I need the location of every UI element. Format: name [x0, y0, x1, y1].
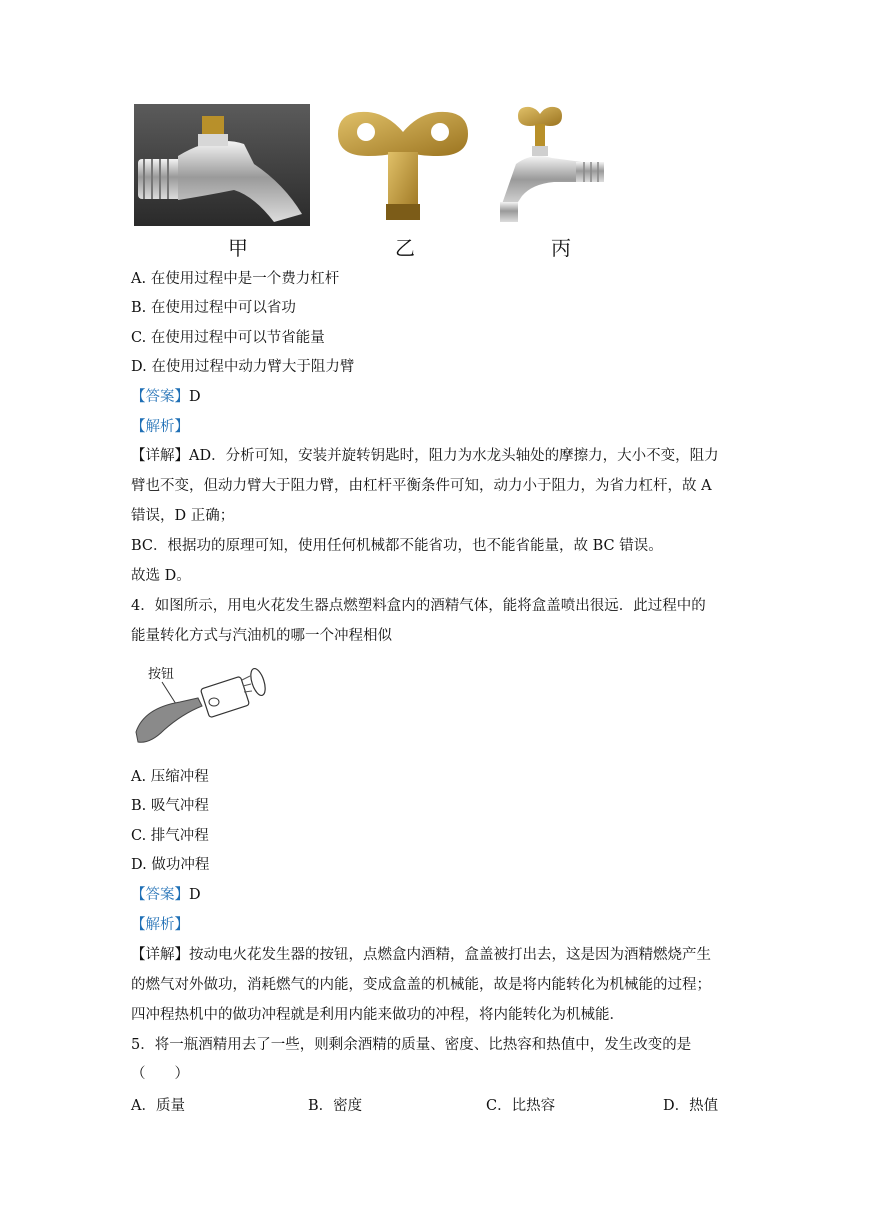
faucet-photo-image — [134, 104, 310, 226]
q5-stem-line: 5．将一瓶酒精用去了一些，则剩余酒精的质量、密度、比热容和热值中，发生改变的是 — [131, 1037, 692, 1053]
q4-detail-line: 的燃气对外做功，消耗燃气的内能，变成盒盖的机械能，故是将内能转化为机械能的过程； — [131, 977, 711, 993]
answer-value: D — [189, 887, 201, 903]
faucet-figure — [134, 104, 608, 260]
spark-generator-image — [130, 658, 272, 748]
q3-detail-line — [131, 446, 719, 466]
detail-text: AD．分析可知，安装并旋转钥匙时，阻力为水龙头轴处的摩擦力，大小不变，阻力 — [189, 448, 719, 464]
q5-option-d: D．热值 — [663, 1098, 719, 1114]
q4-option-a: A. 压缩冲程 — [131, 769, 209, 785]
q4-detail-line — [131, 945, 711, 965]
q3-detail-line: BC．根据功的原理可知，使用任何机械都不能省功，也不能省能量，故 BC 错误。 — [131, 538, 663, 554]
q5-option-a: A．质量 — [131, 1098, 185, 1114]
q4-detail-line: 四冲程热机中的做功冲程就是利用内能来做功的冲程，将内能转化为机械能． — [131, 1007, 624, 1023]
answer-tag: 【答案】 — [131, 389, 189, 405]
q4-option-d: D. 做功冲程 — [131, 857, 210, 873]
detail-text: 按动电火花发生器的按钮，点燃盒内酒精，盒盖被打出去，这是因为酒精燃烧产生 — [189, 947, 711, 963]
q4-stem-line: 4．如图所示，用电火花发生器点燃塑料盒内的酒精气体，能将盒盖喷出很远．此过程中的 — [131, 598, 706, 614]
q5-option-b: B．密度 — [308, 1098, 363, 1114]
q3-detail-line: 错误，D 正确； — [131, 508, 235, 524]
q3-detail-line: 臂也不变，但动力臂大于阻力臂，由杠杆平衡条件可知，动力小于阻力，为省力杠杆，故 A — [131, 478, 712, 494]
detail-tag: 【详解】 — [131, 448, 189, 464]
caption-jia: 甲 — [228, 236, 248, 260]
brass-key-image — [328, 104, 478, 226]
button-label: 按钮 — [148, 667, 175, 682]
q4-option-c: C. 排气冲程 — [131, 828, 209, 844]
q3-option-a: A. 在使用过程中是一个费力杠杆 — [131, 271, 340, 287]
q3-analysis-heading — [131, 417, 189, 437]
q4-option-b: B. 吸气冲程 — [131, 798, 209, 814]
caption-bing: 丙 — [551, 236, 571, 260]
detail-tag: 【详解】 — [131, 947, 189, 963]
analysis-tag: 【解析】 — [131, 917, 189, 933]
q5-option-c: C．比热容 — [486, 1098, 556, 1114]
caption-yi: 乙 — [395, 236, 415, 260]
q3-option-b: B. 在使用过程中可以省功 — [131, 300, 296, 316]
analysis-tag: 【解析】 — [131, 419, 189, 435]
answer-value: D — [189, 389, 201, 405]
q4-stem-line: 能量转化方式与汽油机的哪一个冲程相似 — [131, 628, 392, 644]
q3-answer — [131, 387, 201, 407]
q5-stem-line: （ ） — [131, 1066, 189, 1082]
q3-option-c: C. 在使用过程中可以节省能量 — [131, 330, 325, 346]
q3-option-d: D. 在使用过程中动力臂大于阻力臂 — [131, 359, 355, 375]
q4-answer — [131, 885, 201, 905]
faucet-with-key-image — [492, 104, 608, 226]
answer-tag: 【答案】 — [131, 887, 189, 903]
q4-analysis-heading — [131, 915, 189, 935]
q3-detail-line: 故选 D。 — [131, 568, 191, 584]
